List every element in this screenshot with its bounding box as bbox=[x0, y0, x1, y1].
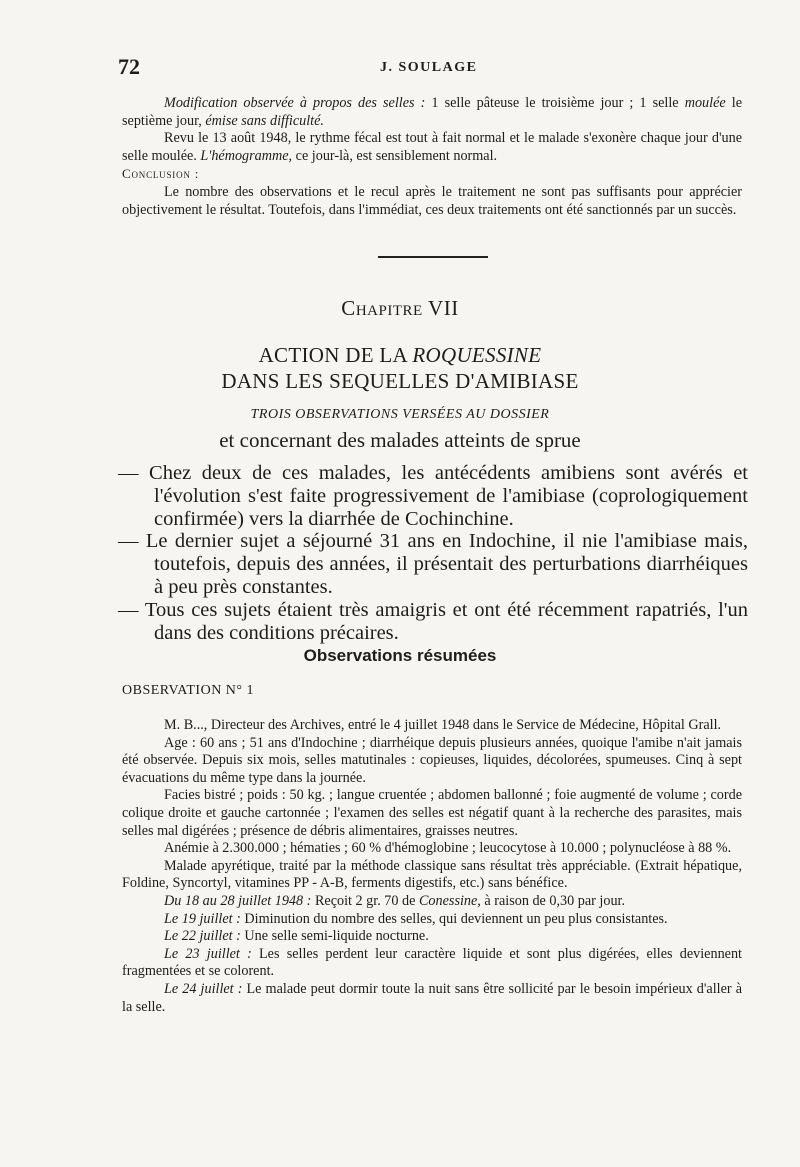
chapter-title-line-1: ACTION DE LA ROQUESSINE bbox=[258, 343, 542, 367]
stool-observation-paragraph: Modification observée à propos des selles : 1 selle pâteuse le troisième jour ; 1 selle moulée le septième jour, émise sans difficulté. bbox=[122, 95, 743, 129]
page-number: 72 bbox=[118, 54, 140, 79]
treatment-entry: Le 24 juillet : Le malade peut dormir toute la nuit sans être sollicité par le besoin impérieux d'aller à la selle. bbox=[122, 980, 742, 1015]
observation-label: OBSERVATION N° 1 bbox=[122, 683, 255, 698]
summary-item: — Le dernier sujet a séjourné 31 ans en Indochine, il nie l'amibiase mais, toutefois, depuis des années, il présentait des perturbations diarrhéiques à peu près constantes. bbox=[118, 530, 748, 598]
observation-paragraph: Malade apyrétique, traité par la méthode classique sans résultat très appréciable. (Extrait hépatique, Foldine, Syncortyl, vitamines PP - A-B, ferments digestifs, etc.) sans bénéfice. bbox=[122, 857, 742, 892]
running-head: J. SOULAGE bbox=[380, 60, 478, 75]
conclusion-paragraph: Le nombre des observations et le recul après le traitement ne sont pas suffisants pour apprécier objectivement le résultat. Toutefois, dans l'immédiat, ces deux traitements ont été sanctionnés par un succès. bbox=[122, 183, 742, 218]
observation-paragraph: Facies bistré ; poids : 50 kg. ; langue cruentée ; abdomen ballonné ; foie augmenté de volume ; corde colique droite et gauche cartonnée ; l'examen des selles est négatif quant à la recherche des parasites, mais selles mal digérées ; présence de débris alimentaires, graisses neutres. bbox=[122, 787, 742, 839]
observation-paragraph: M. B..., Directeur des Archives, entré le 4 juillet 1948 dans le Service de Médecine, Hôpital Grall. bbox=[164, 717, 722, 733]
conclusion-label: Conclusion : bbox=[122, 166, 200, 182]
treatment-entry: Le 23 juillet : Les selles perdent leur caractère liquide et sont plus digérées, elles deviennent fragmentées et se colorent. bbox=[122, 945, 743, 980]
observation-end-text bbox=[122, 95, 742, 219]
observations-heading: Observations résumées bbox=[303, 646, 497, 665]
chapter-concern-line: et concernant des malades atteints de sprue bbox=[219, 428, 581, 452]
observation-paragraph: Age : 60 ans ; 51 ans d'Indochine ; diarrhéique depuis plusieurs années, quoique l'amibe n'ait jamais été observée. Depuis six mois, selles matutinales : copieuses, liquides, décolorées, spumeuses. Cinq à sept évacuations du même type dans la journée. bbox=[122, 734, 742, 786]
chapter-heading: Chapitre VII bbox=[341, 296, 459, 320]
chapter-title-line-2: DANS LES SEQUELLES D'AMIBIASE bbox=[221, 369, 579, 393]
treatment-entry: Le 19 juillet : Diminution du nombre des selles, qui deviennent un peu plus consistantes. bbox=[164, 910, 668, 927]
observation-paragraph: Anémie à 2.300.000 ; hématies ; 60 % d'hémoglobine ; leucocytose à 10.000 ; polynucléose à 88 %. bbox=[164, 840, 732, 857]
patient-summary-list bbox=[118, 462, 748, 644]
followup-paragraph: Revu le 13 août 1948, le rythme fécal est tout à fait normal et le malade s'exonère chaque jour d'une selle moulée. L'hémogramme, ce jour-là, est sensiblement normal. bbox=[122, 130, 742, 164]
observation-body bbox=[122, 717, 742, 1016]
section-divider bbox=[378, 256, 488, 258]
chapter-subtitle: TROIS OBSERVATIONS VERSÉES AU DOSSIER bbox=[250, 407, 550, 422]
treatment-entry: Le 22 juillet : Une selle semi-liquide nocturne. bbox=[164, 928, 429, 945]
page-header bbox=[118, 54, 750, 78]
summary-item: — Tous ces sujets étaient très amaigris et ont été récemment rapatriés, l'un dans des conditions précaires. bbox=[118, 598, 748, 644]
treatment-entry: Du 18 au 28 juillet 1948 : Reçoit 2 gr. 70 de Conessine, à raison de 0,30 par jour. bbox=[164, 892, 626, 909]
summary-item: — Chez deux de ces malades, les antécédents amibiens sont avérés et l'évolution s'est faite progressivement de l'amibiase (coprologiquement confirmée) vers la diarrhée de Cochinchine. bbox=[118, 462, 748, 530]
